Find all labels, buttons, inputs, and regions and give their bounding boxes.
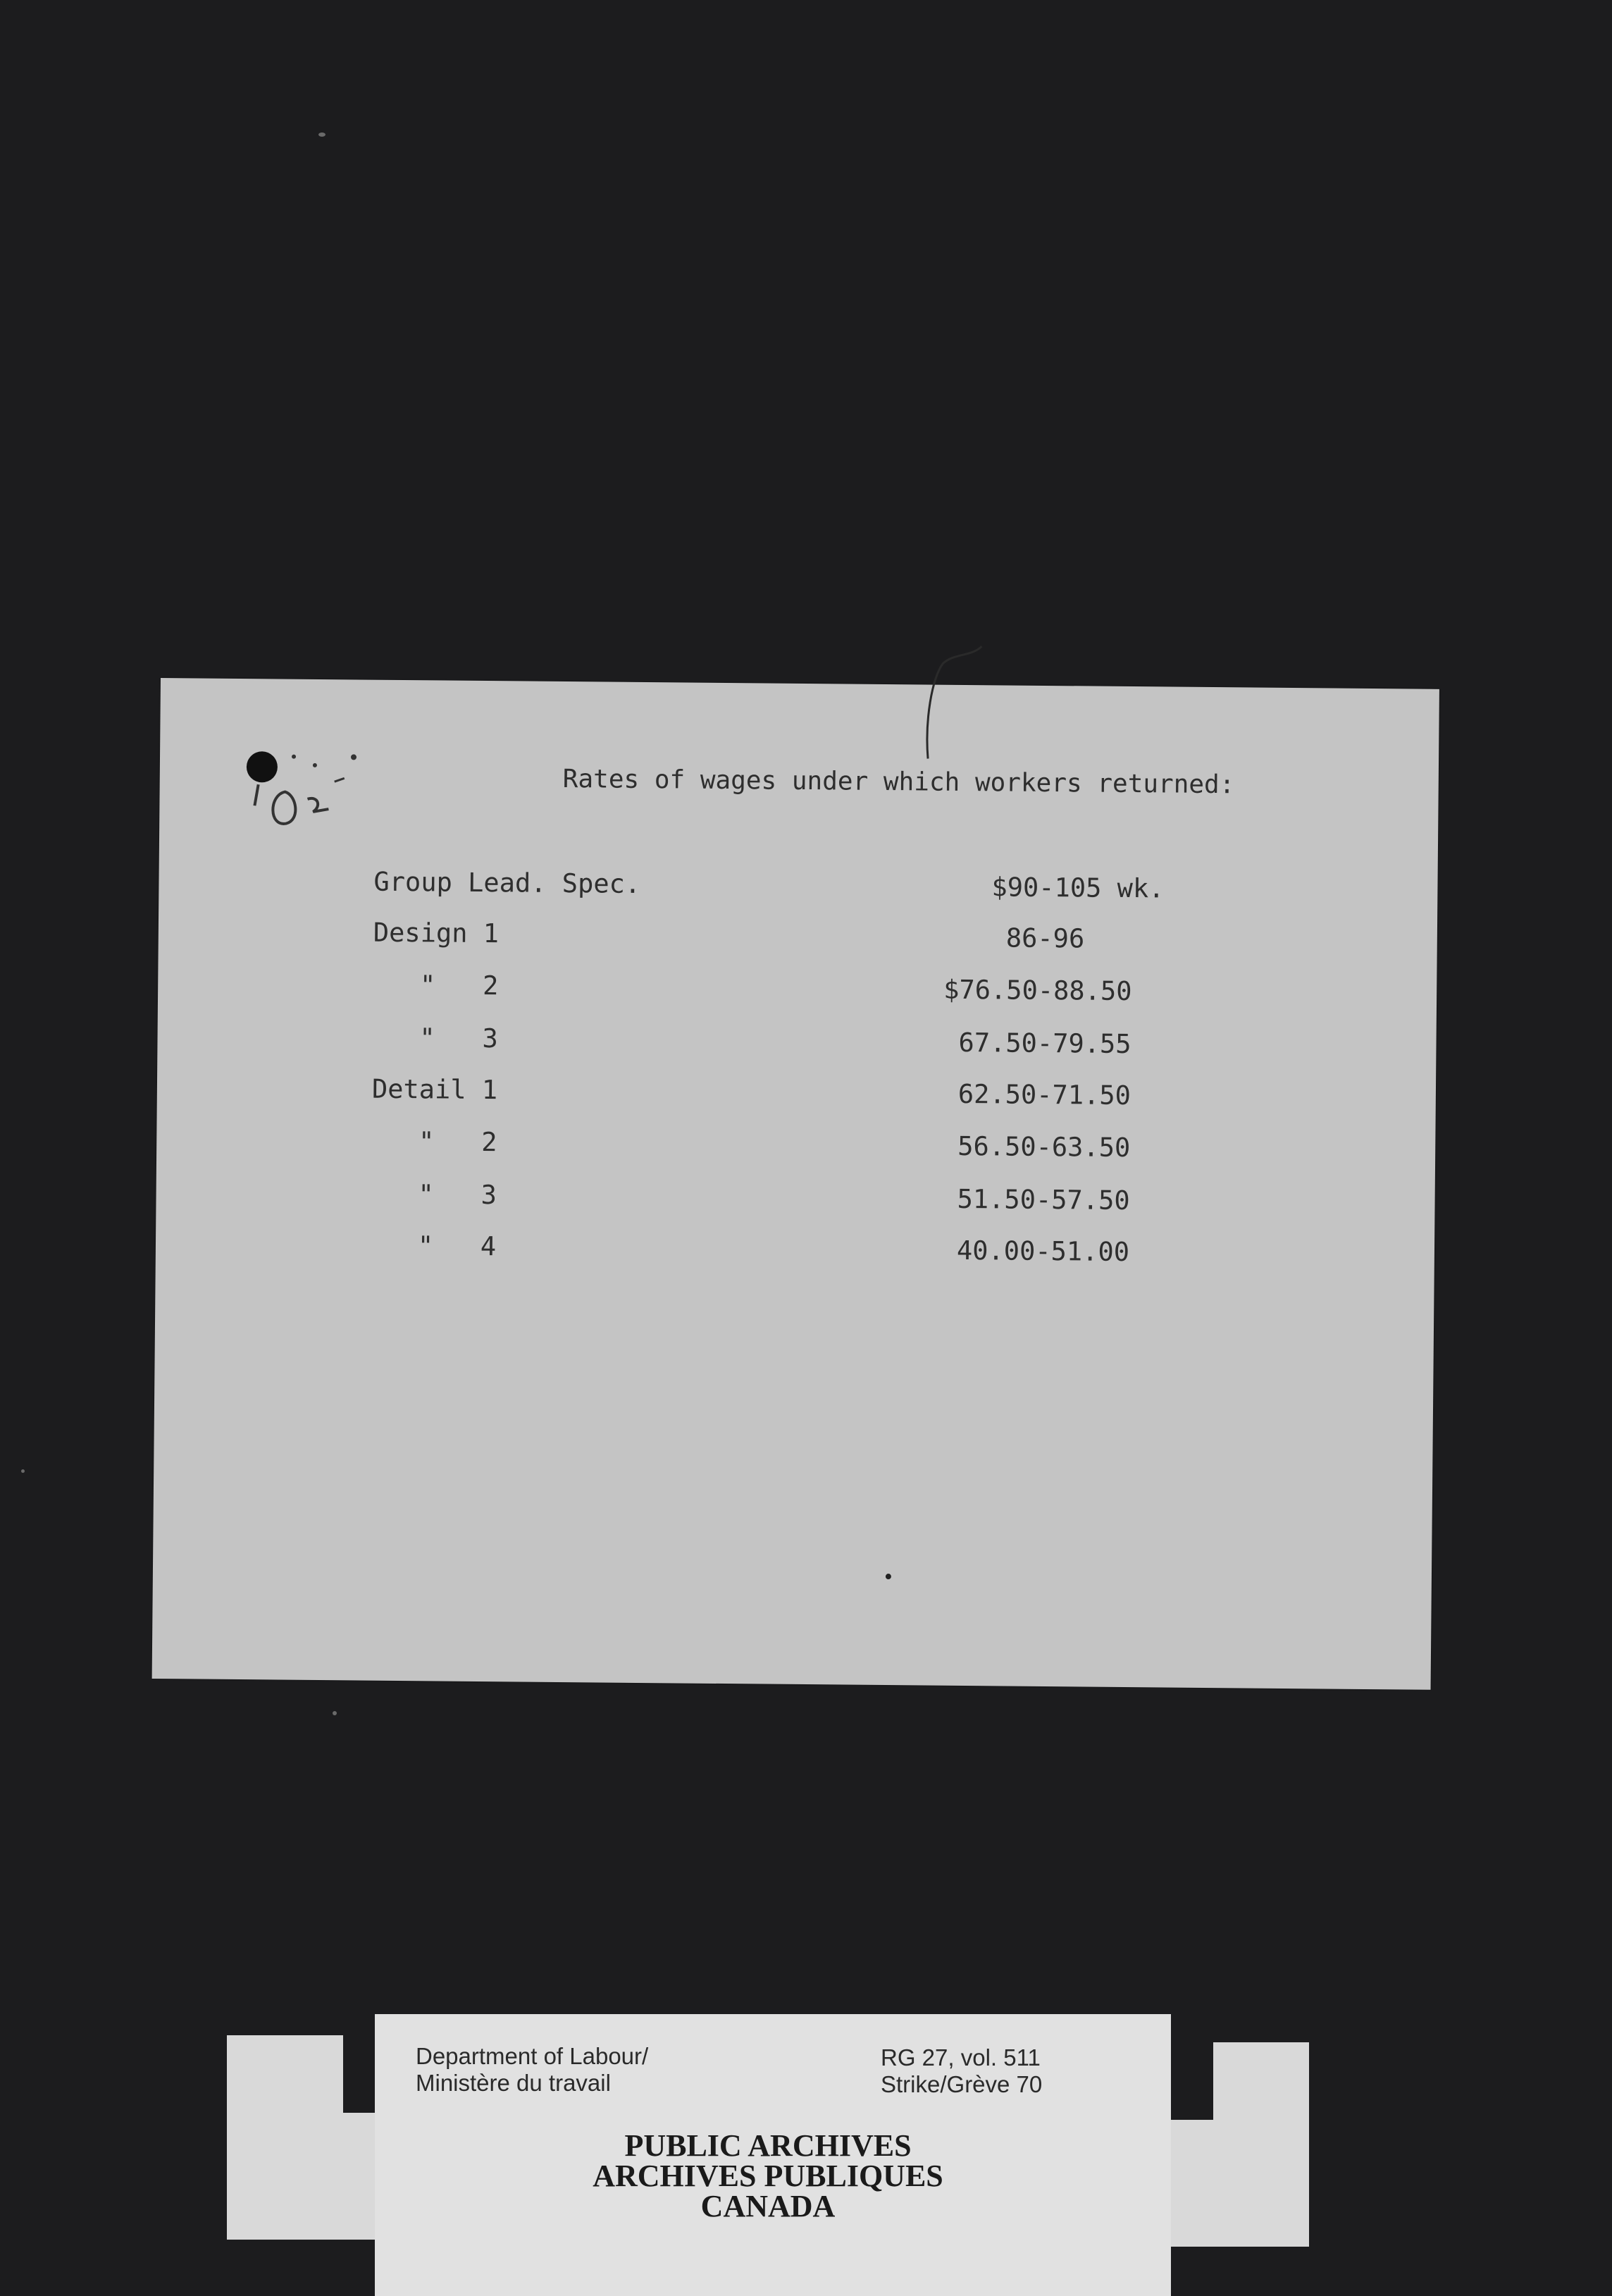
wage-rate: 56.50-63.50	[957, 1130, 1131, 1164]
job-class: " 4	[370, 1230, 497, 1262]
job-class: Detail 1	[371, 1073, 498, 1106]
handwritten-number	[230, 728, 371, 828]
wage-row	[156, 1124, 1435, 1178]
wage-row	[159, 865, 1437, 918]
ink-dot	[886, 1574, 891, 1579]
job-class: " 2	[373, 969, 499, 1001]
archive-title-country: CANADA	[700, 2189, 836, 2223]
archive-title-fr: ARCHIVES PUBLIQUES	[593, 2159, 943, 2193]
department-en: Department of Labour/	[416, 2043, 649, 2069]
wage-rate: 62.50-71.50	[957, 1078, 1132, 1111]
strike-number: Strike/Grève 70	[881, 2071, 1043, 2097]
record-group-reference: RG 27, vol. 511	[881, 2044, 1041, 2070]
label-notch	[1171, 2014, 1213, 2120]
department-fr: Ministère du travail	[416, 2070, 611, 2096]
label-notch	[343, 2014, 375, 2113]
wage-rate: 86-96	[1005, 922, 1085, 954]
wage-rate: 67.50-79.55	[958, 1027, 1132, 1060]
job-class: " 2	[371, 1125, 497, 1158]
dust-speck	[21, 1469, 25, 1473]
job-class: Group Lead. Spec.	[373, 866, 641, 899]
dust-speck	[333, 1711, 337, 1715]
dust-speck	[318, 132, 326, 137]
wage-row	[156, 1228, 1434, 1282]
wage-rate: 40.00-51.00	[956, 1235, 1130, 1268]
job-class: " 3	[371, 1178, 497, 1211]
archive-title-en: PUBLIC ARCHIVES	[624, 2128, 912, 2163]
typed-sheet	[152, 678, 1439, 1690]
wage-row	[159, 915, 1437, 969]
job-class: Design 1	[373, 917, 500, 949]
wage-rate: $90-105 wk.	[991, 872, 1165, 904]
archive-label	[227, 2014, 1309, 2296]
wage-row	[157, 1072, 1436, 1125]
document-title: Rates of wages under which workers returned:	[562, 764, 1235, 800]
wage-row	[156, 1177, 1434, 1230]
job-class: " 3	[372, 1022, 498, 1054]
wage-row	[158, 968, 1437, 1021]
wage-rate: $76.50-88.50	[943, 974, 1132, 1007]
wage-row	[157, 1020, 1436, 1074]
pen-mark	[921, 635, 1007, 763]
wage-rate: 51.50-57.50	[957, 1183, 1130, 1216]
